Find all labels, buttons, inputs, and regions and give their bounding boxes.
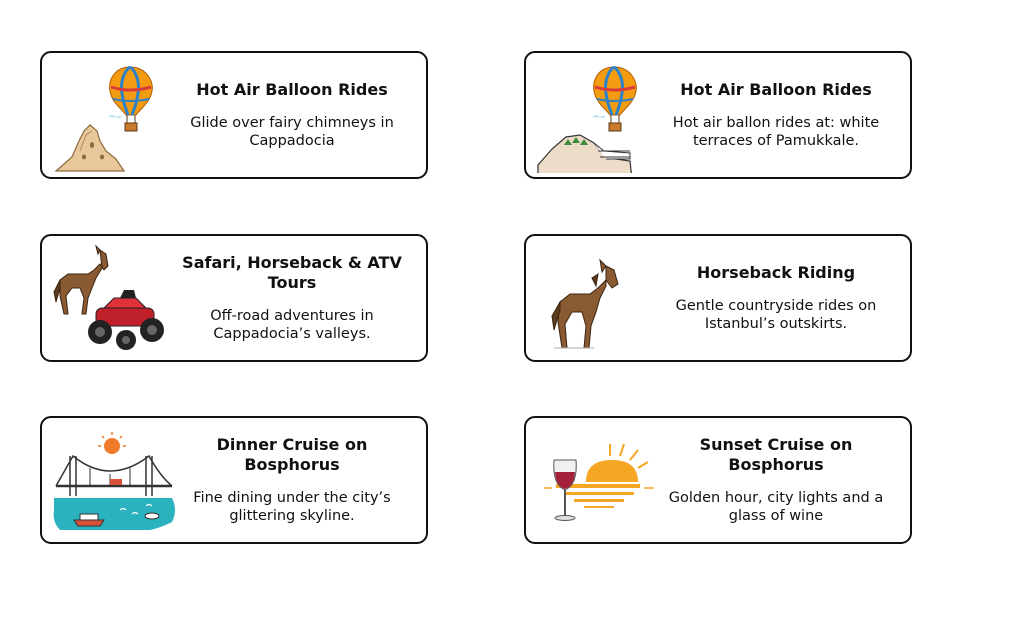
card-description: Glide over fairy chimneys in Cappadocia	[190, 115, 394, 149]
card-title: Hot Air Balloon Rides	[680, 80, 872, 99]
card-title: Safari, Horseback & ATV Tours	[182, 253, 402, 292]
bridge-cruise-icon	[50, 426, 180, 538]
horse-atv-icon	[50, 244, 180, 356]
horse-icon	[534, 244, 664, 356]
card-description: Golden hour, city lights and a glass of wine	[668, 490, 884, 524]
card-title: Hot Air Balloon Rides	[196, 80, 388, 99]
card-description: Gentle countryside rides on Istanbul’s outskirts.	[675, 298, 877, 332]
activity-card-dinner-cruise[interactable]	[40, 416, 428, 544]
activity-card-balloon-cappadocia[interactable]	[40, 51, 428, 179]
activity-card-safari-atv[interactable]	[40, 234, 428, 362]
activity-card-horseback[interactable]	[524, 234, 912, 362]
card-title: Dinner Cruise on Bosphorus	[216, 435, 368, 474]
card-description: Off-road adventures in Cappadocia’s valleys.	[210, 308, 374, 342]
activity-card-balloon-pamukkale[interactable]	[524, 51, 912, 179]
balloon-pamukkale-icon	[534, 61, 664, 173]
wine-sunset-icon	[534, 426, 664, 538]
activity-card-sunset-cruise[interactable]	[524, 416, 912, 544]
card-title: Horseback Riding	[696, 263, 856, 282]
card-description: Fine dining under the city’s glittering skyline.	[193, 490, 391, 524]
balloon-fairy-chimney-icon	[50, 61, 180, 173]
card-description: Hot air ballon rides at: white terraces of Pamukkale.	[672, 115, 880, 149]
card-title: Sunset Cruise on Bosphorus	[699, 435, 853, 474]
